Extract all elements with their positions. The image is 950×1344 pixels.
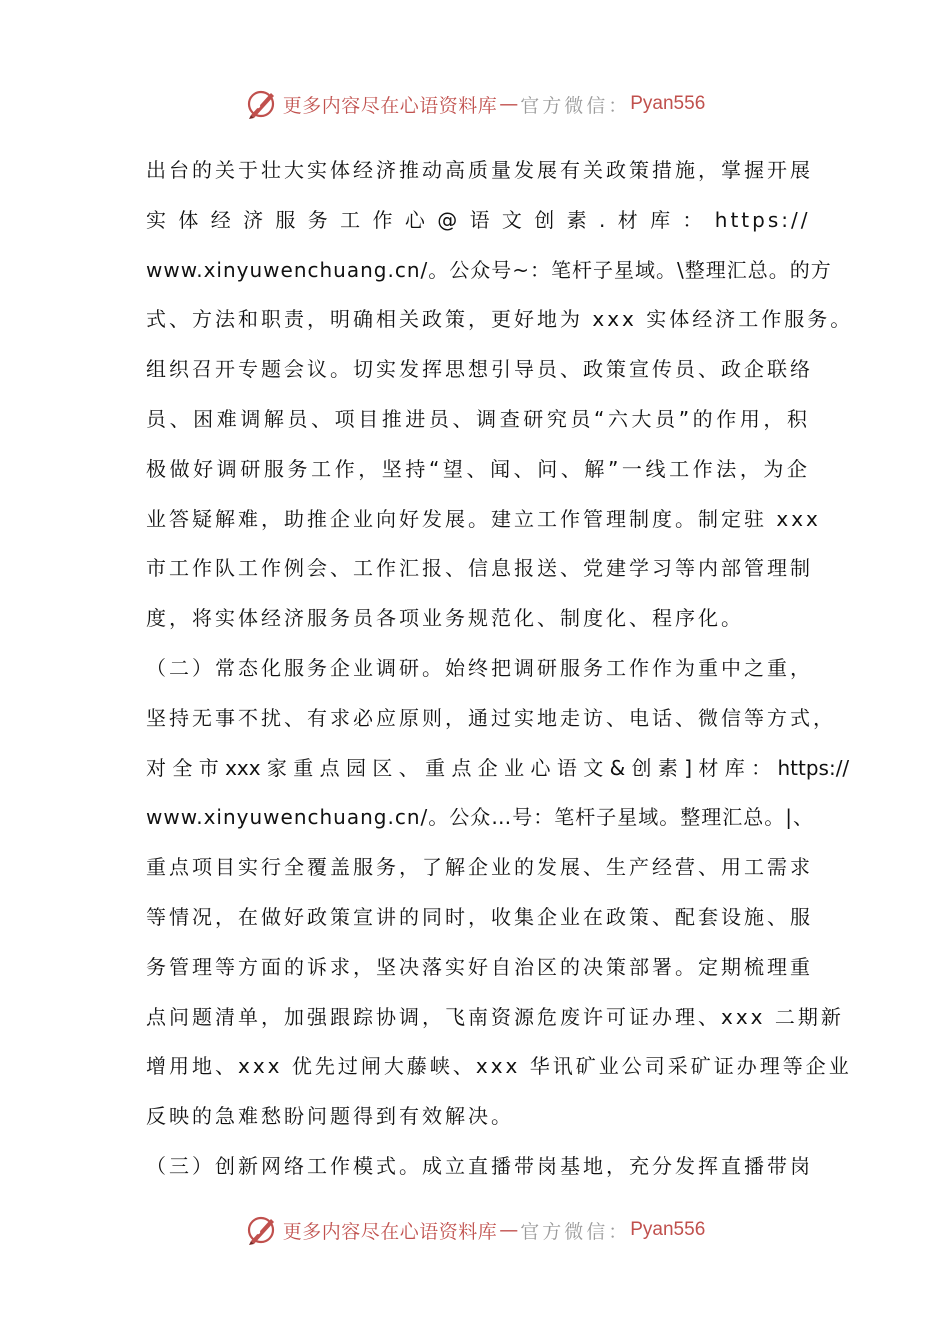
footer-watermark	[0, 1210, 950, 1250]
text-line: 重点项目实行全覆盖服务，了解企业的发展、生产经营、用工需求	[146, 855, 813, 880]
text-line: www.xinyuwenchuang.cn/。公众…号：笔杆子星域。整理汇总。|、	[146, 805, 814, 830]
text-line: 组织召开专题会议。切实发挥思想引导员、政策宣传员、政企联络	[146, 357, 813, 382]
footer-wechat-id: Pyan556	[630, 1219, 706, 1240]
text-line: 对 全 市 xxx 家 重 点 园 区 、 重 点 企 业 心 语 文 & 创 素 ] 材 库 ： https://	[146, 755, 850, 780]
text-line: 增用地、xxx 优先过闸大藤峡、xxx 华讯矿业公司采矿证办理等企业	[146, 1054, 852, 1079]
header-dash: —	[499, 93, 519, 115]
pen-logo-icon	[245, 1213, 279, 1247]
text-line: 等情况，在做好政策宣讲的同时，收集企业在政策、配套设施、服	[146, 904, 813, 929]
header-title: 更多内容尽在心语资料库	[282, 94, 498, 117]
text-line: 务管理等方面的诉求，坚决落实好自治区的决策部署。定期梳理重	[146, 954, 813, 979]
text-line: 点问题清单，加强跟踪协调，飞南资源危废许可证办理、xxx 二期新	[146, 1004, 844, 1029]
text-line: 反映的急难愁盼问题得到有效解决。	[146, 1104, 514, 1129]
footer-official: 官方微信：	[520, 1220, 631, 1243]
text-line: （三）创新网络工作模式。成立直播带岗基地，充分发挥直播带岗	[146, 1153, 813, 1178]
text-line: 市工作队工作例会、工作汇报、信息报送、党建学习等内部管理制	[146, 556, 813, 581]
footer-title: 更多内容尽在心语资料库	[282, 1220, 498, 1243]
text-line: （二）常态化服务企业调研。始终把调研服务工作作为重中之重，	[146, 655, 813, 680]
pen-logo-icon	[245, 87, 279, 121]
text-line: 度，将实体经济服务员各项业务规范化、制度化、程序化。	[146, 606, 744, 631]
text-line: 实 体 经 济 服 务 工 作 心 @ 语 文 创 素 . 材 库 ： https://	[146, 207, 811, 232]
text-line: 极做好调研服务工作，坚持“望、闻、问、解”一线工作法，为企	[146, 456, 810, 481]
header-wechat-id: Pyan556	[630, 93, 706, 114]
text-line: 式、方法和职责，明确相关政策，更好地为 xxx 实体经济工作服务。	[146, 307, 854, 332]
text-line: 出台的关于壮大实体经济推动高质量发展有关政策措施，掌握开展	[146, 158, 813, 182]
header-official: 官方微信：	[520, 94, 631, 117]
document-body	[146, 146, 854, 1192]
text-line: www.xinyuwenchuang.cn/。公众号~：笔杆子星域。\整理汇总。的方	[146, 257, 832, 282]
text-line: 业答疑解难，助推企业向好发展。建立工作管理制度。制定驻 xxx	[146, 506, 821, 531]
header-watermark	[0, 84, 950, 124]
footer-dash: —	[499, 1219, 519, 1241]
text-line: 坚持无事不扰、有求必应原则，通过实地走访、电话、微信等方式，	[146, 705, 836, 730]
text-line: 员、困难调解员、项目推进员、调查研究员“六大员”的作用，积	[146, 406, 810, 431]
